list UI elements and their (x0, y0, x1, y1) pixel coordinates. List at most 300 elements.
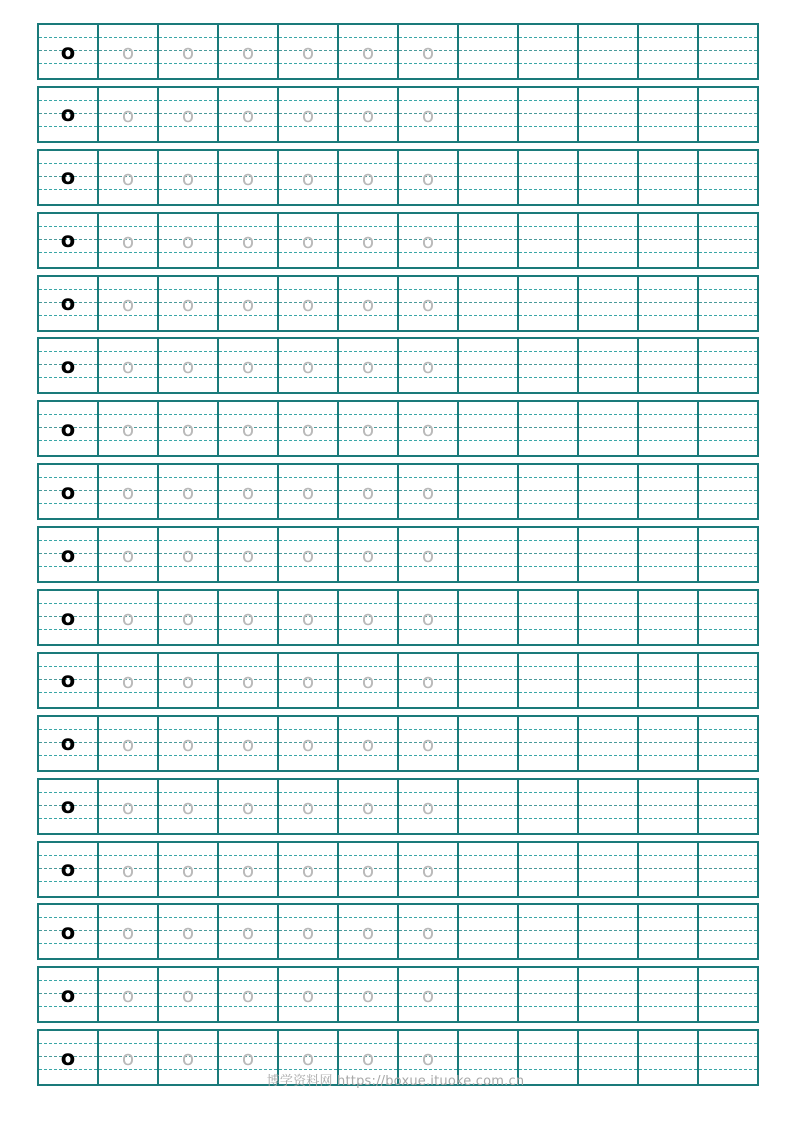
blank-writing-cell (459, 591, 519, 644)
trace-letter: o (361, 794, 375, 819)
blank-writing-cell (639, 465, 699, 518)
trace-letter-cell (339, 905, 399, 958)
blank-writing-cell (459, 277, 519, 330)
blank-writing-cell (459, 843, 519, 896)
blank-writing-cell (519, 151, 579, 204)
model-letter-cell (39, 339, 99, 392)
trace-letter: o (421, 920, 435, 945)
trace-letter: o (241, 354, 255, 379)
trace-letter-cell (279, 968, 339, 1021)
trace-letter: o (121, 543, 135, 568)
trace-letter-cell (219, 151, 279, 204)
blank-writing-cell (519, 402, 579, 455)
trace-letter: o (301, 291, 315, 316)
trace-letter: o (361, 291, 375, 316)
practice-row (37, 652, 759, 709)
trace-letter-cell (399, 402, 459, 455)
trace-letter: o (181, 291, 195, 316)
trace-letter: o (361, 857, 375, 882)
trace-letter-cell (159, 780, 219, 833)
trace-letter: o (301, 543, 315, 568)
trace-letter: o (181, 606, 195, 631)
blank-writing-cell (699, 843, 757, 896)
trace-letter: o (181, 857, 195, 882)
trace-letter: o (121, 417, 135, 442)
trace-letter-cell (399, 968, 459, 1021)
trace-letter-cell (399, 25, 459, 78)
blank-writing-cell (579, 843, 639, 896)
trace-letter-cell (159, 402, 219, 455)
practice-row (37, 463, 759, 520)
trace-letter-cell (219, 339, 279, 392)
trace-letter-cell (99, 591, 159, 644)
model-letter-cell (39, 214, 99, 267)
trace-letter-cell (339, 528, 399, 581)
trace-letter: o (121, 606, 135, 631)
trace-letter: o (421, 983, 435, 1008)
model-letter: o (60, 919, 76, 944)
blank-writing-cell (579, 277, 639, 330)
trace-letter-cell (339, 151, 399, 204)
trace-letter: o (301, 857, 315, 882)
practice-row (37, 715, 759, 772)
blank-writing-cell (459, 780, 519, 833)
trace-letter: o (421, 228, 435, 253)
trace-letter: o (121, 354, 135, 379)
model-letter: o (60, 102, 76, 127)
blank-writing-cell (459, 339, 519, 392)
trace-letter: o (361, 731, 375, 756)
blank-writing-cell (459, 968, 519, 1021)
trace-letter: o (121, 731, 135, 756)
blank-writing-cell (519, 905, 579, 958)
trace-letter: o (301, 40, 315, 64)
trace-letter: o (181, 794, 195, 819)
trace-letter: o (241, 857, 255, 882)
blank-writing-cell (519, 654, 579, 707)
trace-letter: o (421, 668, 435, 693)
trace-letter: o (181, 668, 195, 693)
blank-writing-cell (519, 88, 579, 141)
trace-letter: o (121, 794, 135, 819)
model-letter-cell (39, 25, 99, 78)
trace-letter: o (241, 1046, 255, 1071)
blank-writing-cell (579, 591, 639, 644)
trace-letter-cell (279, 214, 339, 267)
trace-letter-cell (279, 905, 339, 958)
trace-letter-cell (399, 905, 459, 958)
trace-letter-cell (219, 402, 279, 455)
trace-letter: o (181, 165, 195, 190)
trace-letter-cell (99, 905, 159, 958)
trace-letter-cell (399, 654, 459, 707)
trace-letter-cell (219, 591, 279, 644)
blank-writing-cell (639, 968, 699, 1021)
blank-writing-cell (519, 528, 579, 581)
trace-letter: o (421, 606, 435, 631)
blank-writing-cell (459, 654, 519, 707)
blank-writing-cell (519, 25, 579, 78)
trace-letter: o (121, 102, 135, 127)
model-letter: o (60, 291, 76, 316)
trace-letter-cell (159, 843, 219, 896)
trace-letter-cell (219, 214, 279, 267)
trace-letter: o (241, 920, 255, 945)
trace-letter-cell (159, 465, 219, 518)
trace-letter: o (421, 794, 435, 819)
trace-letter: o (421, 417, 435, 442)
model-letter-cell (39, 465, 99, 518)
model-letter-cell (39, 277, 99, 330)
trace-letter: o (361, 354, 375, 379)
trace-letter-cell (339, 339, 399, 392)
blank-writing-cell (639, 528, 699, 581)
trace-letter: o (421, 102, 435, 127)
trace-letter-cell (219, 465, 279, 518)
blank-writing-cell (579, 402, 639, 455)
trace-letter: o (361, 543, 375, 568)
model-letter-cell (39, 717, 99, 770)
trace-letter-cell (279, 780, 339, 833)
trace-letter-cell (99, 151, 159, 204)
trace-letter-cell (279, 402, 339, 455)
trace-letter-cell (159, 339, 219, 392)
blank-writing-cell (579, 151, 639, 204)
trace-letter-cell (279, 717, 339, 770)
trace-letter: o (181, 543, 195, 568)
trace-letter-cell (339, 780, 399, 833)
trace-letter: o (361, 1046, 375, 1071)
blank-writing-cell (639, 151, 699, 204)
blank-writing-cell (519, 465, 579, 518)
practice-row (37, 778, 759, 835)
trace-letter: o (241, 291, 255, 316)
trace-letter-cell (399, 528, 459, 581)
trace-letter: o (361, 668, 375, 693)
trace-letter: o (361, 920, 375, 945)
trace-letter-cell (279, 25, 339, 78)
trace-letter-cell (99, 968, 159, 1021)
trace-letter: o (241, 983, 255, 1008)
model-letter: o (60, 416, 76, 441)
blank-writing-cell (699, 968, 757, 1021)
trace-letter-cell (99, 88, 159, 141)
model-letter: o (60, 39, 76, 64)
trace-letter-cell (99, 465, 159, 518)
trace-letter-cell (279, 654, 339, 707)
trace-letter-cell (99, 654, 159, 707)
trace-letter-cell (159, 717, 219, 770)
trace-letter-cell (339, 277, 399, 330)
trace-letter: o (301, 1046, 315, 1071)
trace-letter: o (421, 165, 435, 190)
trace-letter-cell (339, 968, 399, 1021)
practice-row (37, 337, 759, 394)
trace-letter: o (421, 40, 435, 64)
model-letter-cell (39, 151, 99, 204)
trace-letter-cell (99, 277, 159, 330)
blank-writing-cell (639, 339, 699, 392)
blank-writing-cell (639, 402, 699, 455)
trace-letter: o (421, 1046, 435, 1071)
blank-writing-cell (519, 214, 579, 267)
trace-letter-cell (279, 528, 339, 581)
blank-writing-cell (699, 151, 757, 204)
practice-row (37, 966, 759, 1023)
trace-letter-cell (219, 905, 279, 958)
blank-writing-cell (699, 339, 757, 392)
blank-writing-cell (699, 528, 757, 581)
blank-writing-cell (699, 88, 757, 141)
trace-letter: o (301, 354, 315, 379)
blank-writing-cell (579, 654, 639, 707)
practice-row (37, 275, 759, 332)
trace-letter: o (361, 228, 375, 253)
trace-letter: o (361, 165, 375, 190)
blank-writing-cell (579, 465, 639, 518)
trace-letter-cell (159, 591, 219, 644)
trace-letter: o (121, 228, 135, 253)
trace-letter: o (421, 480, 435, 505)
blank-writing-cell (519, 339, 579, 392)
trace-letter-cell (159, 968, 219, 1021)
model-letter-cell (39, 528, 99, 581)
trace-letter: o (181, 417, 195, 442)
trace-letter-cell (399, 780, 459, 833)
trace-letter-cell (219, 528, 279, 581)
model-letter: o (60, 353, 76, 378)
trace-letter-cell (159, 654, 219, 707)
blank-writing-cell (639, 25, 699, 78)
model-letter: o (60, 857, 76, 882)
trace-letter: o (241, 731, 255, 756)
model-letter-cell (39, 780, 99, 833)
trace-letter-cell (99, 528, 159, 581)
trace-letter-cell (159, 151, 219, 204)
trace-letter-cell (219, 780, 279, 833)
trace-letter: o (241, 165, 255, 190)
trace-letter-cell (99, 402, 159, 455)
trace-letter-cell (279, 88, 339, 141)
trace-letter-cell (339, 465, 399, 518)
trace-letter: o (301, 606, 315, 631)
trace-letter: o (241, 543, 255, 568)
trace-letter: o (421, 731, 435, 756)
trace-letter: o (121, 291, 135, 316)
trace-letter-cell (99, 25, 159, 78)
trace-letter-cell (99, 780, 159, 833)
trace-letter: o (361, 40, 375, 64)
trace-letter-cell (339, 25, 399, 78)
practice-row (37, 589, 759, 646)
trace-letter-cell (99, 214, 159, 267)
model-letter-cell (39, 402, 99, 455)
trace-letter: o (361, 983, 375, 1008)
trace-letter: o (241, 102, 255, 127)
trace-letter-cell (339, 591, 399, 644)
practice-row (37, 212, 759, 269)
blank-writing-cell (459, 465, 519, 518)
model-letter: o (60, 668, 76, 693)
trace-letter-cell (339, 654, 399, 707)
model-letter-cell (39, 968, 99, 1021)
blank-writing-cell (519, 277, 579, 330)
trace-letter-cell (399, 591, 459, 644)
blank-writing-cell (519, 591, 579, 644)
blank-writing-cell (579, 905, 639, 958)
trace-letter-cell (219, 88, 279, 141)
trace-letter-cell (339, 717, 399, 770)
trace-letter: o (121, 1046, 135, 1071)
blank-writing-cell (639, 214, 699, 267)
trace-letter-cell (159, 88, 219, 141)
blank-writing-cell (579, 88, 639, 141)
trace-letter-cell (399, 214, 459, 267)
trace-letter: o (121, 480, 135, 505)
trace-letter-cell (339, 843, 399, 896)
blank-writing-cell (519, 968, 579, 1021)
trace-letter-cell (99, 717, 159, 770)
blank-writing-cell (579, 214, 639, 267)
blank-writing-cell (639, 717, 699, 770)
trace-letter: o (421, 857, 435, 882)
trace-letter: o (241, 794, 255, 819)
trace-letter: o (301, 102, 315, 127)
trace-letter: o (241, 606, 255, 631)
trace-letter: o (241, 480, 255, 505)
blank-writing-cell (699, 214, 757, 267)
trace-letter: o (241, 417, 255, 442)
blank-writing-cell (639, 654, 699, 707)
trace-letter-cell (399, 151, 459, 204)
trace-letter: o (121, 668, 135, 693)
trace-letter: o (181, 1046, 195, 1071)
trace-letter: o (361, 417, 375, 442)
trace-letter: o (121, 983, 135, 1008)
trace-letter: o (181, 480, 195, 505)
model-letter: o (60, 605, 76, 630)
trace-letter: o (421, 291, 435, 316)
practice-row (37, 841, 759, 898)
trace-letter: o (241, 228, 255, 253)
trace-letter: o (421, 543, 435, 568)
blank-writing-cell (639, 88, 699, 141)
blank-writing-cell (459, 905, 519, 958)
trace-letter-cell (279, 339, 339, 392)
trace-letter: o (181, 920, 195, 945)
model-letter-cell (39, 843, 99, 896)
trace-letter-cell (219, 25, 279, 78)
trace-letter: o (181, 228, 195, 253)
trace-letter: o (121, 165, 135, 190)
trace-letter-cell (339, 88, 399, 141)
blank-writing-cell (699, 465, 757, 518)
trace-letter-cell (279, 843, 339, 896)
blank-writing-cell (699, 780, 757, 833)
practice-row (37, 86, 759, 143)
trace-letter-cell (219, 654, 279, 707)
trace-letter-cell (159, 25, 219, 78)
trace-letter-cell (279, 591, 339, 644)
trace-letter-cell (99, 339, 159, 392)
model-letter: o (60, 731, 76, 756)
model-letter: o (60, 228, 76, 253)
trace-letter: o (301, 731, 315, 756)
blank-writing-cell (699, 591, 757, 644)
trace-letter-cell (159, 277, 219, 330)
blank-writing-cell (459, 214, 519, 267)
blank-writing-cell (519, 780, 579, 833)
trace-letter: o (241, 668, 255, 693)
model-letter: o (60, 542, 76, 567)
blank-writing-cell (579, 968, 639, 1021)
trace-letter: o (361, 102, 375, 127)
model-letter: o (60, 982, 76, 1007)
watermark-footer: 博学资料网 https://boxue.ituoke.com.cn (266, 1074, 525, 1089)
practice-row (37, 23, 759, 80)
model-letter-cell (39, 905, 99, 958)
model-letter: o (60, 1045, 76, 1070)
blank-writing-cell (699, 402, 757, 455)
blank-writing-cell (699, 717, 757, 770)
blank-writing-cell (459, 402, 519, 455)
trace-letter: o (361, 480, 375, 505)
blank-writing-cell (459, 25, 519, 78)
trace-letter-cell (279, 151, 339, 204)
trace-letter: o (301, 417, 315, 442)
trace-letter-cell (219, 843, 279, 896)
trace-letter-cell (399, 339, 459, 392)
blank-writing-cell (699, 277, 757, 330)
blank-writing-cell (699, 905, 757, 958)
blank-writing-cell (459, 717, 519, 770)
trace-letter: o (301, 794, 315, 819)
trace-letter: o (301, 165, 315, 190)
practice-row (37, 149, 759, 206)
trace-letter-cell (99, 843, 159, 896)
blank-writing-cell (579, 339, 639, 392)
practice-row (37, 526, 759, 583)
trace-letter-cell (219, 717, 279, 770)
blank-writing-cell (699, 25, 757, 78)
trace-letter-cell (339, 214, 399, 267)
blank-writing-cell (639, 780, 699, 833)
model-letter: o (60, 479, 76, 504)
practice-row (37, 903, 759, 960)
trace-letter: o (301, 480, 315, 505)
trace-letter: o (241, 40, 255, 64)
trace-letter: o (121, 920, 135, 945)
blank-writing-cell (459, 528, 519, 581)
model-letter-cell (39, 88, 99, 141)
model-letter: o (60, 794, 76, 819)
trace-letter: o (301, 668, 315, 693)
model-letter-cell (39, 654, 99, 707)
trace-letter: o (361, 606, 375, 631)
trace-letter: o (301, 983, 315, 1008)
trace-letter: o (121, 857, 135, 882)
trace-letter-cell (219, 968, 279, 1021)
blank-writing-cell (579, 25, 639, 78)
blank-writing-cell (519, 717, 579, 770)
trace-letter-cell (279, 277, 339, 330)
trace-letter-cell (219, 277, 279, 330)
handwriting-practice-sheet (37, 23, 759, 1092)
trace-letter-cell (159, 905, 219, 958)
trace-letter-cell (399, 465, 459, 518)
trace-letter: o (421, 354, 435, 379)
trace-letter: o (181, 354, 195, 379)
